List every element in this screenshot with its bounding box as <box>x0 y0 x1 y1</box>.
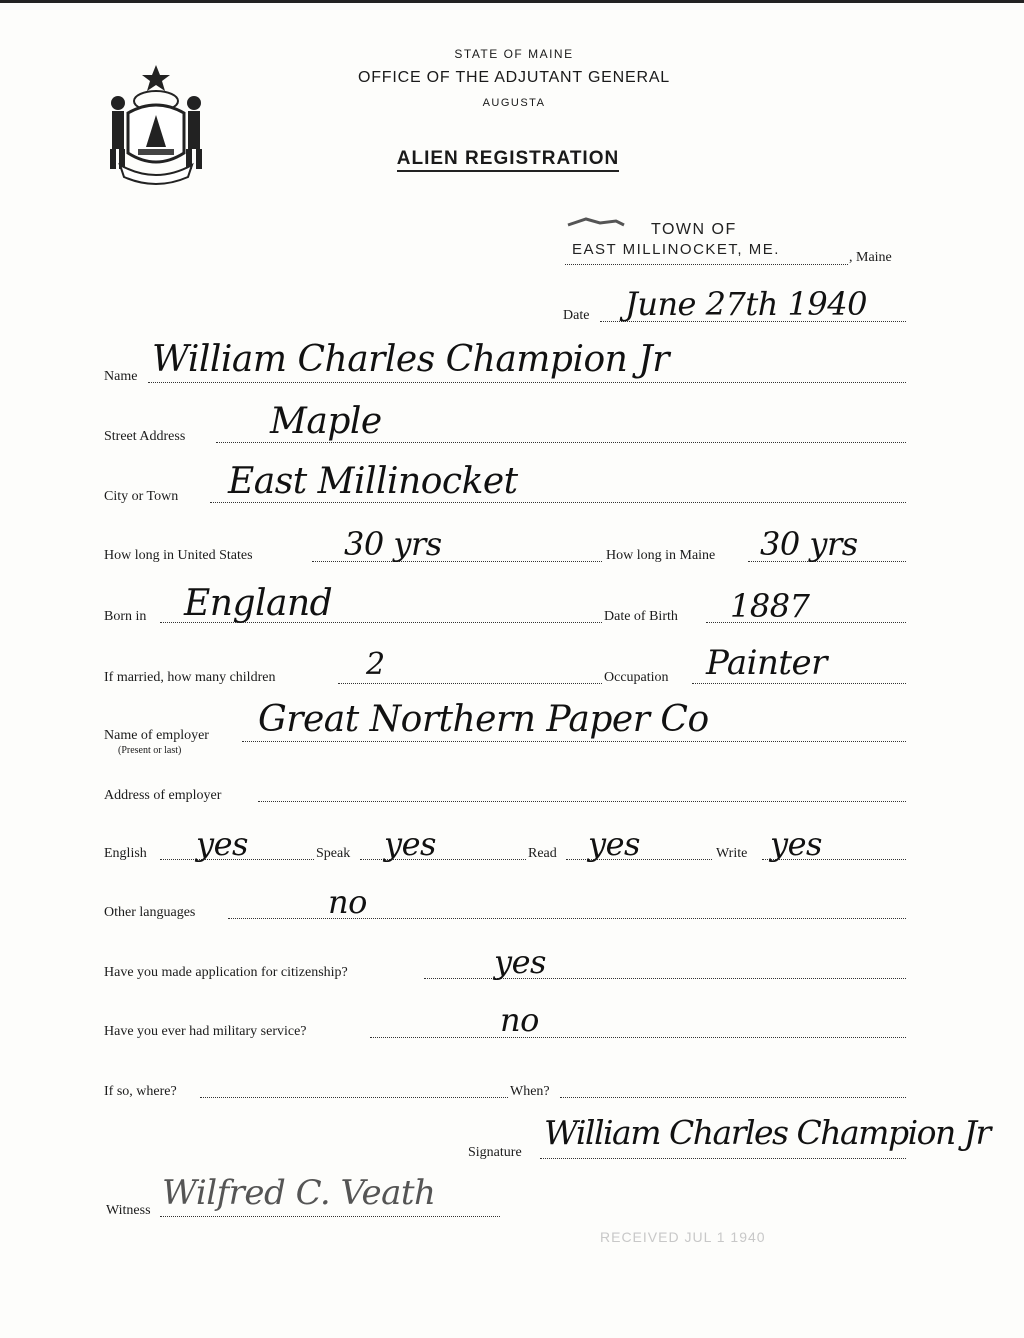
employer-note: (Present or last) <box>118 745 182 756</box>
date-label: Date <box>563 308 590 323</box>
employer-address-label: Address of employer <box>104 788 222 803</box>
stamp-town-name: EAST MILLINOCKET, ME. <box>572 241 780 258</box>
stamp-smudge-icon <box>566 215 626 229</box>
citizenship-value: yes <box>494 943 546 981</box>
citizenship-label: Have you made application for citizenship? <box>104 965 348 980</box>
when-label: When? <box>510 1084 550 1099</box>
how-long-us-label: How long in United States <box>104 548 253 563</box>
witness-line <box>160 1216 500 1217</box>
city-label: City or Town <box>104 489 179 504</box>
read-value: yes <box>588 825 640 863</box>
if-so-where-line <box>200 1097 508 1098</box>
english-value: yes <box>196 825 248 863</box>
born-in-value: England <box>184 583 333 624</box>
town-line <box>565 264 848 265</box>
if-so-where-label: If so, where? <box>104 1084 177 1099</box>
employer-value: Great Northern Paper Co <box>258 699 709 740</box>
street-label: Street Address <box>104 429 186 444</box>
city-line <box>210 502 906 503</box>
witness-value: Wilfred C. Veath <box>162 1173 436 1213</box>
name-value: William Charles Champion Jr <box>152 339 669 380</box>
how-long-maine-value: 30 yrs <box>760 525 858 563</box>
signature-value: William Charles Champion Jr <box>544 1113 990 1152</box>
english-label: English <box>104 846 147 861</box>
occupation-label: Occupation <box>604 670 669 685</box>
stamp-town-of: TOWN OF <box>651 221 737 238</box>
town-suffix: , Maine <box>849 250 892 265</box>
military-label: Have you ever had military service? <box>104 1024 307 1039</box>
header-office: OFFICE OF THE ADJUTANT GENERAL <box>357 69 671 86</box>
street-value: Maple <box>270 401 382 442</box>
born-in-label: Born in <box>104 609 147 624</box>
employer-line <box>242 741 906 742</box>
how-long-us-value: 30 yrs <box>344 525 442 563</box>
form-title-text: ALIEN REGISTRATION <box>397 148 619 172</box>
received-stamp: RECEIVED JUL 1 1940 <box>600 1229 766 1245</box>
signature-label: Signature <box>468 1145 522 1160</box>
employer-address-line <box>258 801 906 802</box>
how-long-maine-label: How long in Maine <box>606 548 716 563</box>
occupation-line <box>692 683 906 684</box>
date-of-birth-label: Date of Birth <box>604 609 678 624</box>
speak-value: yes <box>384 825 436 863</box>
occupation-value: Painter <box>706 643 827 683</box>
military-line <box>370 1037 906 1038</box>
write-label: Write <box>716 846 748 861</box>
children-label: If married, how many children <box>104 670 276 685</box>
children-line <box>338 683 602 684</box>
name-line <box>148 382 906 383</box>
military-value: no <box>500 1001 539 1039</box>
name-label: Name <box>104 369 138 384</box>
city-value: East Millinocket <box>228 461 518 502</box>
children-value: 2 <box>366 647 385 682</box>
when-line <box>560 1097 906 1098</box>
employer-label: Name of employer <box>104 728 209 743</box>
other-languages-label: Other languages <box>104 905 196 920</box>
signature-line <box>540 1158 906 1159</box>
other-languages-value: no <box>328 883 367 921</box>
speak-label: Speak <box>316 846 351 861</box>
street-line <box>216 442 906 443</box>
date-of-birth-value: 1887 <box>730 587 810 625</box>
header-city: AUGUSTA <box>482 97 546 109</box>
date-value: June 27th 1940 <box>625 285 867 323</box>
form-title <box>0 148 1020 170</box>
header-state: STATE OF MAINE <box>454 47 574 61</box>
witness-label: Witness <box>106 1203 151 1218</box>
write-value: yes <box>770 825 822 863</box>
read-label: Read <box>528 846 557 861</box>
